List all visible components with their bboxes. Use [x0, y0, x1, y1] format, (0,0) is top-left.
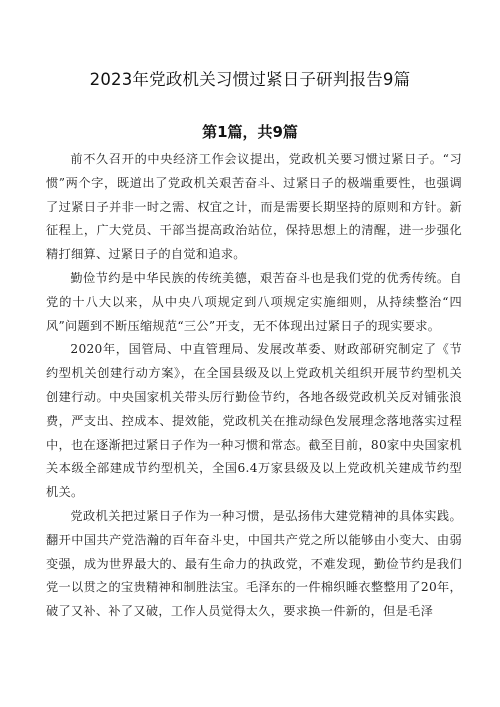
section-heading: 第1篇，共9篇 [202, 123, 298, 141]
paragraph: 2020年，国管局、中直管理局、发展改革委、财政部研究制定了《节约型机关创建行动方案》，在全国县级及以上党政机关组织开展节约型机关创建行动。中央国家机关带头厉行勤俭节约，各地各级党政机关反对铺张浪费，严支出、控成本、提效能，党政机关在推动绿色发展理念落地落实过程中，也在逐渐把过紧日子作为一种习惯和常态。截至目前，80家中央国家机关本级全部建成节约型机关，全国6.4万家县级及以上党政机关建成节约型机关。 [46, 342, 462, 500]
paragraph: 党政机关把过紧日子作为一种习惯，是弘扬伟大建党精神的具体实践。翻开中国共产党浩瀚的百年奋斗史，中国共产党之所以能够由小变大、由弱变强，成为世界最大的、最有生命力的执政党，不难发现，勤俭节约是我们党一以贯之的宝贵精神和制胜法宝。毛泽东的一件棉织睡衣整整用了20年，破了又补、补了又破，工作人员觉得太久，要求换一件新的，但是毛泽 [46, 508, 462, 619]
paragraph: 勤俭节约是中华民族的传统美德，艰苦奋斗也是我们党的优秀传统。自党的十八大以来，从中央八项规定到八项规定实施细则，从持续整治“四风”问题到不断压缩规范“三公”开支，无不体现出过紧日子的现实要求。 [46, 270, 462, 333]
document-body [46, 148, 462, 624]
paragraph: 前不久召开的中央经济工作会议提出，党政机关要习惯过紧日子。“习惯”两个字，既道出了党政机关艰苦奋斗、过紧日子的极端重要性，也强调了过紧日子并非一时之需、权宜之计，而是需要长期坚持的原则和方针。新征程上，广大党员、干部当提高政治站位，保持思想上的清醒，进一步强化精打细算、过紧日子的自觉和追求。 [46, 152, 462, 262]
document-title: 2023年党政机关习惯过紧日子研判报告9篇 [89, 70, 411, 89]
